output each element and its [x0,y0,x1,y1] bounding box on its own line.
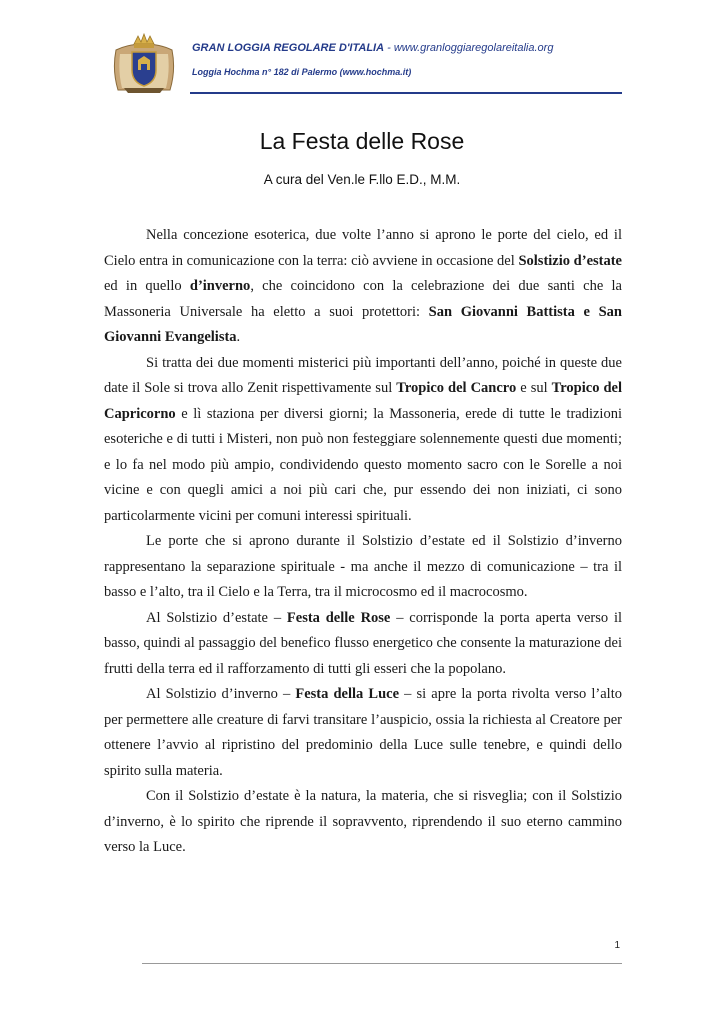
bold-text: Solstizio d’estate [518,252,622,269]
body-paragraph [104,223,622,351]
text-run: – corrisponde la porta aperta verso il basso, quindi al passaggio del benefico flusso energetico che consente la maturazione dei frutti della terra ed il rafforzamento di tutti gli esseri che la popolano. [104,609,622,677]
text-run: Al Solstizio d’inverno – [146,686,296,702]
page-number: 1 [614,940,620,951]
document-title: La Festa delle Rose [259,128,465,154]
text-run: Al Solstizio d’estate – [146,609,287,626]
header-separator: - [384,42,394,54]
document-body [104,223,622,861]
text-run: ed in quello [104,278,190,294]
body-paragraph [104,682,622,784]
lodge-line: Loggia Hochma n° 182 di Palermo (www.hochma.it) [192,67,412,77]
body-paragraph [104,529,622,606]
body-paragraph [104,606,622,683]
text-run: e lì staziona per diversi giorni; la Massoneria, erede di tutte le tradizioni esoteriche e di tutti i Misteri, non può non festeggiare solennemente questi due momenti; e lo fa nel modo più ampio, condividendo questo momento sacro con le Sorelle a noi vicine e con quegli amici a noi più cari che, pur essendo dei non iniziati, ci sono particolarmente vicini per comuni interessi spirituali. [104,405,622,524]
org-website-link[interactable]: www.granloggiaregolareitalia.org [393,42,554,54]
bold-text: Festa della Luce [295,686,400,702]
bold-text: Festa delle Rose [286,609,391,626]
footer-divider [142,963,622,964]
masonic-crest-icon [110,30,178,94]
text-run: e sul [516,380,552,396]
text-run: Con il Solstizio d’estate è la natura, la materia, che si risveglia; con il Solstizio d’inverno, è lo spirito che riprende il sopravvento, riprendendo il suo eterno cammino verso la Luce. [104,788,622,855]
page-header [110,30,622,96]
bold-text: San Giovanni Battista e San Giovanni Evangelista [104,303,622,345]
body-paragraph [104,351,622,530]
header-divider [190,92,622,94]
document-author: A cura del Ven.le F.llo E.D., M.M. [263,172,461,187]
text-run: Le porte che si aprono durante il Solstizio d’estate ed il Solstizio d’inverno rappresentano la separazione spirituale - ma anche il mezzo di comunicazione – tra il basso e l’alto, tra il Cielo e la Terra, tra il microcosmo ed il macrocosmo. [104,533,622,600]
header-org-line [192,42,553,54]
body-paragraph [104,784,622,861]
bold-text: Tropico del Capricorno [104,380,622,422]
text-run: Nella concezione esoterica, due volte l’anno si aprono le porte del cielo, ed il Cielo entra in comunicazione con la terra: ciò avviene in occasione del [104,227,622,269]
bold-text: d’inverno [189,278,251,294]
text-run: , che coincidono con la celebrazione dei due santi che la Massoneria Universale ha eletto a suoi protettori: [104,278,622,320]
text-run: . [236,329,241,345]
text-run: Si tratta dei due momenti misterici più importanti dell’anno, poiché in queste due date il Sole si trova allo Zenit rispettivamente sul [104,354,622,396]
text-run: – si apre la porta rivolta verso l’alto per permettere alle creature di farvi transitare l’auspicio, ossia la richiesta al Creatore per ottenere l’avvio al ripristino del predominio della Luce sulle tenebre, e quindi dello spirito sulla materia. [104,686,622,779]
bold-text: Tropico del Cancro [396,380,517,396]
org-name: GRAN LOGGIA REGOLARE D'ITALIA [192,42,385,54]
